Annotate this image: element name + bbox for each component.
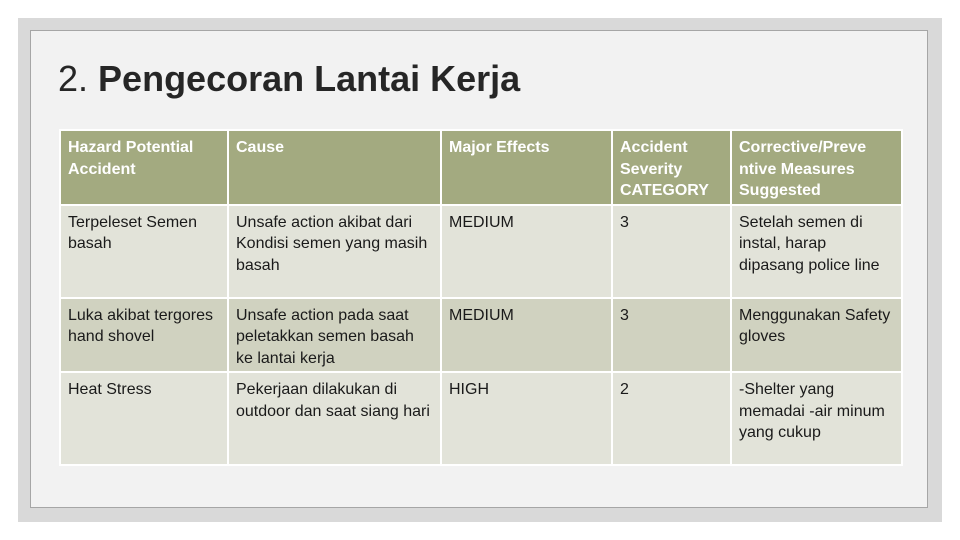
title-text: Pengecoran Lantai Kerja	[98, 58, 521, 99]
title-number: 2.	[58, 58, 89, 99]
cell-severity: 3	[612, 205, 731, 298]
table-row	[60, 298, 902, 373]
cell-corrective: Menggunakan Safety gloves	[731, 298, 902, 373]
hazard-table	[59, 129, 903, 466]
slide-title	[58, 55, 520, 103]
cell-hazard: Luka akibat tergores hand shovel	[60, 298, 228, 373]
cell-major-effects: MEDIUM	[441, 298, 612, 373]
header-major-effects: Major Effects	[441, 130, 612, 205]
table-row	[60, 372, 902, 465]
cell-severity: 2	[612, 372, 731, 465]
cell-corrective: -Shelter yang memadai -air minum yang cukup	[731, 372, 902, 465]
cell-cause: Pekerjaan dilakukan di outdoor dan saat siang hari	[228, 372, 441, 465]
cell-cause: Unsafe action pada saat peletakkan semen basah ke lantai kerja	[228, 298, 441, 373]
cell-cause: Unsafe action akibat dari Kondisi semen yang masih basah	[228, 205, 441, 298]
header-severity: Accident Severity CATEGORY	[612, 130, 731, 205]
header-row	[60, 130, 902, 205]
cell-hazard: Heat Stress	[60, 372, 228, 465]
header-corrective: Corrective/Preve ntive Measures Suggested	[731, 130, 902, 205]
cell-major-effects: MEDIUM	[441, 205, 612, 298]
cell-hazard: Terpeleset Semen basah	[60, 205, 228, 298]
table-row	[60, 205, 902, 298]
cell-corrective: Setelah semen di instal, harap dipasang police line	[731, 205, 902, 298]
header-hazard: Hazard Potential Accident	[60, 130, 228, 205]
cell-major-effects: HIGH	[441, 372, 612, 465]
header-cause: Cause	[228, 130, 441, 205]
cell-severity: 3	[612, 298, 731, 373]
